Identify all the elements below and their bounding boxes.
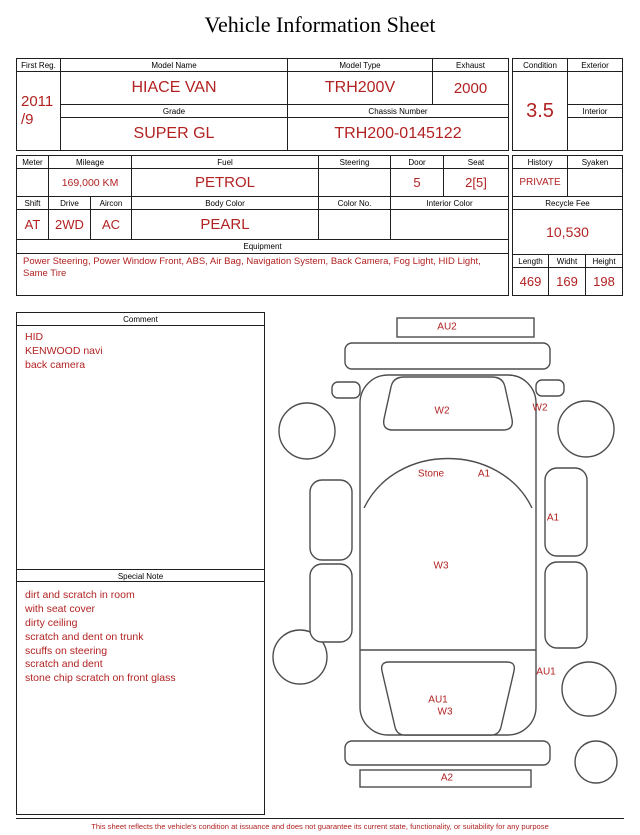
interior-color-value [391, 210, 509, 240]
steering-value [319, 169, 391, 197]
diagram-label-w3-middle: W3 [433, 560, 449, 572]
mileage-label: Mileage [49, 156, 132, 169]
rear-door-shape [382, 662, 515, 735]
door-label: Door [391, 156, 444, 169]
recycle-fee-label: Recycle Fee [513, 197, 623, 210]
chassis-number-value: TRH200-0145122 [288, 118, 509, 151]
shift-label: Shift [17, 197, 49, 210]
color-no-label: Color No. [319, 197, 391, 210]
side-mirror-right [536, 380, 564, 396]
diagram-label-au1-center: AU1 [428, 694, 448, 706]
van-top-view-drawing [268, 312, 632, 815]
wheel-front-left [279, 403, 335, 459]
width-value: 169 [549, 268, 586, 296]
special-note-line: stone chip scratch on front glass [25, 672, 176, 685]
vehicle-condition-diagram [268, 312, 632, 815]
comment-content [17, 326, 264, 378]
side-panel-right-rear [545, 562, 587, 648]
comment-line: back camera [25, 358, 86, 371]
drive-value: 2WD [49, 210, 91, 240]
windshield-shape [384, 377, 513, 430]
diagram-label-w2-left: W2 [434, 405, 450, 417]
roof-panel [397, 318, 534, 337]
side-mirror-left [332, 382, 360, 398]
exterior-value [568, 72, 623, 105]
diagram-label-a1-top: A1 [477, 468, 491, 480]
registration-table [16, 58, 509, 151]
first-reg-value [17, 72, 61, 151]
chassis-number-label: Chassis Number [288, 105, 509, 118]
special-note-line: dirty ceiling [25, 616, 78, 629]
spare-wheel [575, 741, 617, 783]
comment-header: Comment [17, 313, 264, 326]
length-label: Length [513, 255, 549, 268]
special-note-content [17, 584, 264, 691]
aircon-value: AC [91, 210, 132, 240]
exhaust-value: 2000 [433, 72, 509, 105]
fuel-value: PETROL [132, 169, 319, 197]
special-note-line: scuffs on steering [25, 644, 108, 657]
model-name-value: HIACE VAN [61, 72, 288, 105]
wheel-front-right [558, 401, 614, 457]
wheel-rear-right [562, 662, 616, 716]
special-note-line: dirt and scratch in room [25, 589, 135, 601]
interior-value [568, 118, 623, 151]
history-label: History [513, 156, 568, 169]
first-reg-label: First Reg. [17, 59, 61, 72]
special-note-line: scratch and dent [25, 658, 103, 671]
door-value: 5 [391, 169, 444, 197]
page-title: Vehicle Information Sheet [204, 12, 436, 37]
syaken-value [568, 169, 623, 197]
diagram-label-a2-bottom: A2 [440, 772, 454, 784]
drive-label: Drive [49, 197, 91, 210]
side-panel-left-rear [310, 564, 352, 642]
fuel-label: Fuel [132, 156, 319, 169]
condition-table [512, 58, 623, 151]
diagram-label-w2-right: W2 [532, 402, 548, 414]
interior-label: Interior [568, 105, 623, 118]
color-no-value [319, 210, 391, 240]
mileage-value: 169,000 KM [49, 169, 132, 197]
recycle-fee-value: 10,530 [513, 210, 623, 255]
disclaimer-text: This sheet reflects the vehicle's condition at issuance and does not guarantee its current state, functionality, or suitability for any purpose [16, 818, 624, 831]
equipment-value: Power Steering, Power Window Front, ABS, Air Bag, Navigation System, Back Camera, Fog Light, HID Light, Same Tire [17, 254, 509, 296]
history-value: PRIVATE [513, 169, 568, 197]
diagram-label-a1-right: A1 [546, 512, 560, 524]
body-color-label: Body Color [132, 197, 319, 210]
rear-bumper-bar [345, 741, 550, 765]
special-note-header: Special Note [17, 569, 264, 582]
diagram-label-au1-right: AU1 [536, 666, 556, 678]
specs-table [16, 155, 509, 296]
first-reg-year: 2011 [21, 93, 54, 110]
length-value: 469 [513, 268, 549, 296]
diagram-label-stone: Stone [417, 468, 445, 480]
front-view-bar [345, 343, 550, 369]
exterior-label: Exterior [568, 59, 623, 72]
aircon-label: Aircon [91, 197, 132, 210]
height-label: Height [586, 255, 623, 268]
steering-label: Steering [319, 156, 391, 169]
comment-line: HID [25, 331, 44, 343]
meter-label: Meter [17, 156, 49, 169]
model-name-label: Model Name [61, 59, 288, 72]
diagram-label-au2-roof: AU2 [437, 321, 457, 333]
condition-label: Condition [513, 59, 568, 72]
condition-score: 3.5 [513, 72, 568, 151]
seat-value: 2[5] [444, 169, 509, 197]
syaken-label: Syaken [568, 156, 623, 169]
side-panel-left-front [310, 480, 352, 560]
diagram-label-w3-rear: W3 [437, 706, 453, 718]
exhaust-label: Exhaust [433, 59, 509, 72]
special-note-line: scratch and dent on trunk [25, 630, 144, 643]
shift-value: AT [17, 210, 49, 240]
first-reg-month: /9 [21, 111, 34, 128]
history-table [512, 155, 623, 296]
equipment-label: Equipment [17, 240, 509, 254]
model-type-value: TRH200V [288, 72, 433, 105]
height-value: 198 [586, 268, 623, 296]
grade-value: SUPER GL [61, 118, 288, 151]
body-color-value: PEARL [132, 210, 319, 240]
comment-box [16, 312, 265, 815]
seat-label: Seat [444, 156, 509, 169]
width-label: Widht [549, 255, 586, 268]
grade-label: Grade [61, 105, 288, 118]
comment-line: KENWOOD navi [25, 344, 103, 357]
special-note-line: with seat cover [25, 602, 96, 615]
model-type-label: Model Type [288, 59, 433, 72]
meter-value [17, 169, 49, 197]
interior-color-label: Interior Color [391, 197, 509, 210]
